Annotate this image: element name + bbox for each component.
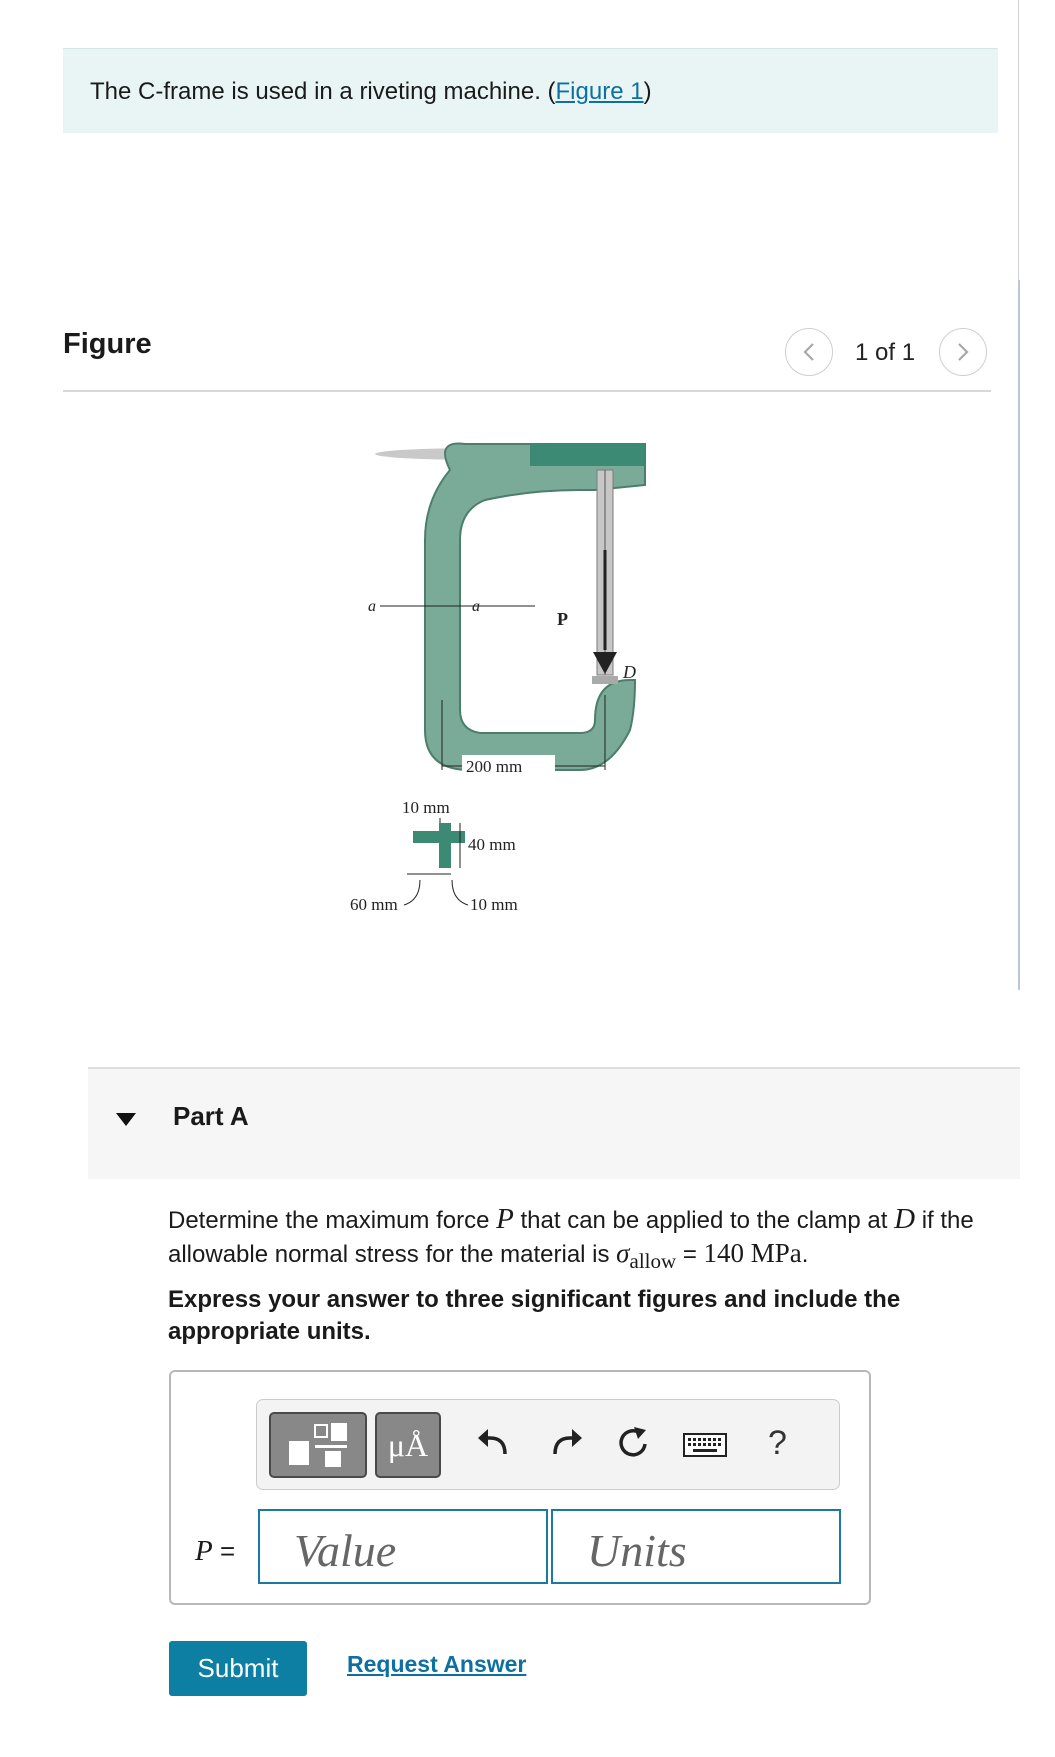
answer-label [195, 1535, 235, 1568]
units-button-label: μÅ [387, 1426, 429, 1463]
part-title: Part A [173, 1101, 249, 1131]
math-toolbar [256, 1399, 840, 1490]
label-web-depth: 40 mm [468, 835, 516, 854]
q-sigma-sub: allow [629, 1248, 677, 1273]
panel-scroll-indicator [1018, 280, 1020, 990]
label-flange-width: 60 mm [350, 895, 398, 914]
label-span: 200 mm [466, 757, 523, 776]
panel-divider [1018, 0, 1019, 280]
q-var-d: D [894, 1203, 916, 1235]
label-web-thickness: 10 mm [470, 895, 518, 914]
part-a-header[interactable] [88, 1067, 1020, 1179]
c-frame-figure [350, 430, 680, 930]
figure-divider [63, 390, 991, 392]
reset-icon[interactable] [613, 1424, 653, 1464]
label-flange-thickness: 10 mm [402, 798, 450, 817]
q-text-2: that can be applied to the clamp at [513, 1207, 895, 1234]
answer-var: P [195, 1535, 213, 1567]
leader-web-thickness [452, 880, 468, 905]
previous-figure-button[interactable] [785, 328, 833, 376]
figure-pager: 1 of 1 [855, 339, 916, 366]
top-plate [530, 444, 645, 466]
label-point-d: D [623, 662, 636, 682]
label-a-right: a [472, 598, 480, 615]
undo-icon[interactable] [475, 1424, 515, 1464]
q-unit: MPa [750, 1238, 802, 1268]
label-a-left: a [368, 598, 376, 615]
help-button[interactable]: ? [768, 1424, 787, 1462]
q-text-3: if the allowable normal stress for the material is [168, 1207, 974, 1268]
q-text-1: Determine the maximum force [168, 1207, 497, 1234]
clamp-jaw [592, 676, 618, 684]
submit-button[interactable]: Submit [169, 1641, 307, 1696]
figure-link[interactable]: Figure 1 [555, 78, 644, 105]
figure-title: Figure [63, 328, 152, 360]
redo-icon[interactable] [545, 1424, 585, 1464]
q-period: . [801, 1241, 809, 1268]
units-button[interactable] [375, 1412, 441, 1478]
chevron-right-icon [956, 342, 970, 362]
templates-icon [285, 1419, 351, 1471]
intro-text: The C-frame is used in a riveting machine. ( [90, 78, 556, 105]
next-figure-button[interactable] [939, 328, 987, 376]
problem-intro [63, 48, 998, 133]
units-input[interactable] [551, 1509, 841, 1584]
keyboard-icon[interactable] [682, 1430, 728, 1460]
request-answer-link[interactable]: Request Answer [347, 1651, 527, 1677]
q-eq: = [676, 1241, 704, 1268]
chevron-left-icon [802, 342, 816, 362]
value-input[interactable] [258, 1509, 548, 1584]
section-web [439, 823, 451, 868]
question-text [168, 1203, 1008, 1277]
caret-down-icon[interactable] [116, 1113, 136, 1127]
label-force-p: P [557, 609, 568, 629]
leader-flange-width [404, 880, 420, 905]
templates-button[interactable] [269, 1412, 367, 1478]
q-value: 140 [703, 1238, 745, 1268]
answer-eq: = [212, 1536, 236, 1566]
q-var-p: P [496, 1203, 514, 1235]
q-sigma: σ [616, 1238, 630, 1268]
intro-close: ) [643, 78, 652, 105]
answer-box [169, 1370, 871, 1605]
answer-instructions: Express your answer to three significant figures and include the appropriate units. [168, 1286, 901, 1345]
